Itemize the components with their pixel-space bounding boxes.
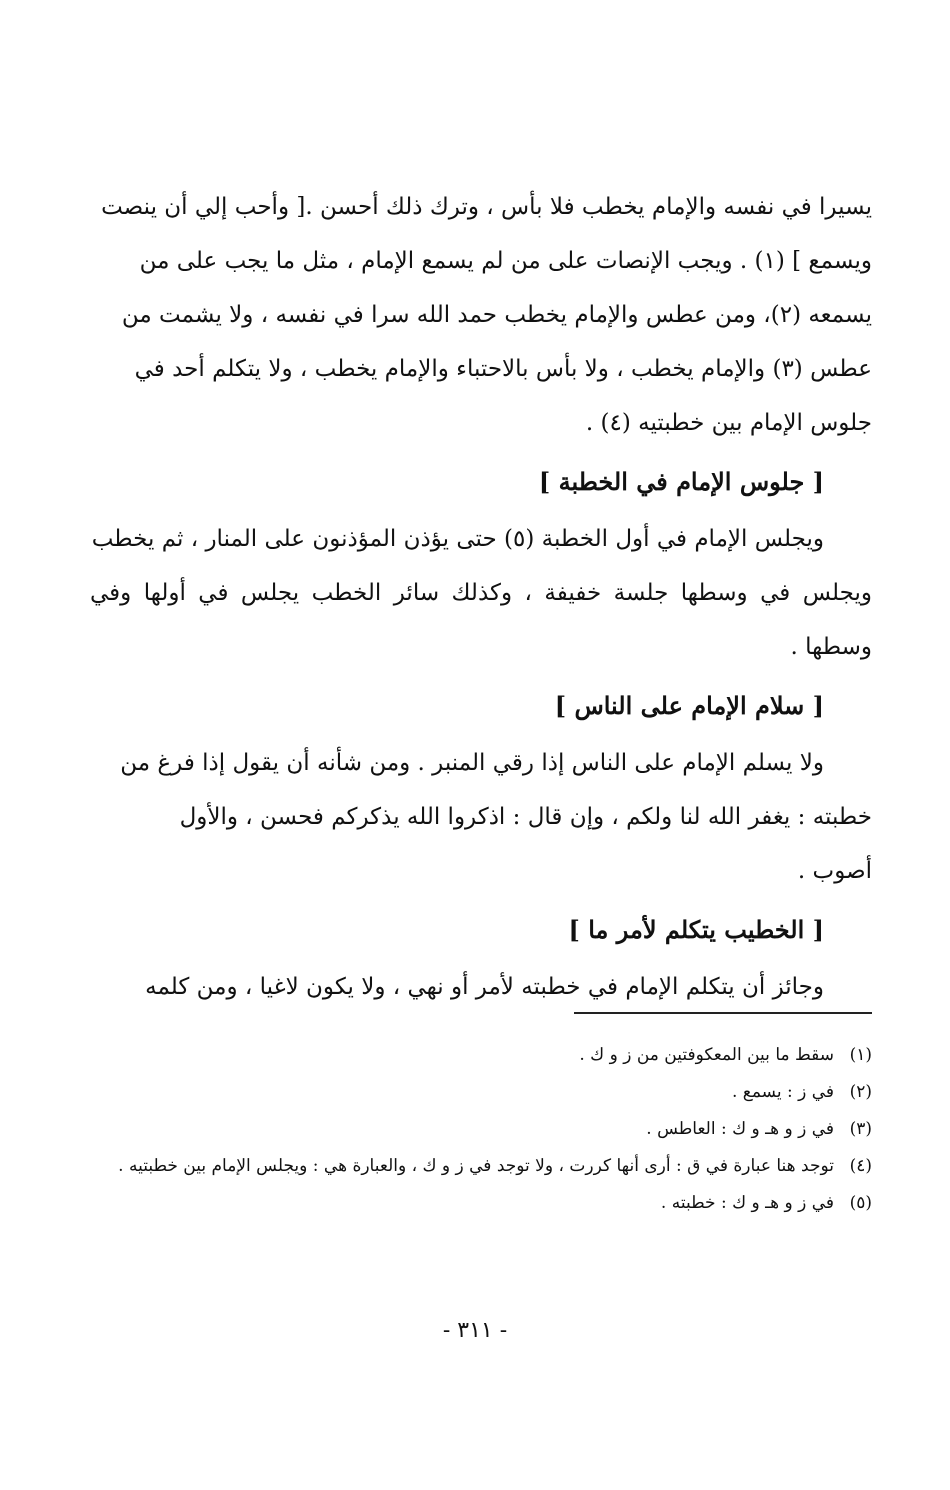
section-heading-imam-sitting: [ جلوس الإمام في الخطبة ] [538,467,824,496]
footnote-text: في ز : يسمع . [731,1082,834,1102]
footnote-number: (٢) [849,1082,872,1102]
footnote-item [90,1040,872,1070]
footnote-number: (٤) [849,1156,872,1176]
section-heading-imam-greeting: [ سلام الإمام على الناس ] [554,691,824,720]
footnote-number: (٥) [849,1193,872,1213]
footnote-number: (٣) [849,1119,872,1139]
footnote-text: في ز و هـ و ك : خطبته . [660,1193,834,1213]
text-line: عطس (٣) والإمام يخطب ، ولا بأس بالاحتباء والإمام يخطب ، ولا يتكلم أحد في [134,356,872,382]
text-line: ولا يسلم الإمام على الناس إذا رقي المنبر . ومن شأنه أن يقول إذا فرغ من [120,750,824,776]
footnotes [90,1040,872,1225]
text-line: خطبته : يغفر الله لنا ولكم ، وإن قال : اذكروا الله يذكركم فحسن ، والأول [179,804,872,830]
text-line: يسمعه (٢)، ومن عطس والإمام يخطب حمد الله سرا في نفسه ، ولا يشمت من [121,302,872,328]
footnote-text: توجد هنا عبارة في ق : أرى أنها كررت ، ولا توجد في ز و ك ، والعبارة هي : ويجلس الإمام بين خطبتيه . [118,1156,834,1176]
text-line: وجائز أن يتكلم الإمام في خطبته لأمر أو نهي ، ولا يكون لاغيا ، ومن كلمه [145,974,824,1000]
text-line: ويجلس في وسطها جلسة خفيفة ، وكذلك سائر الخطب يجلس في أولها وفي وسطها . [90,580,872,660]
footnote-item [90,1077,872,1107]
section-heading-preacher-speaking: [ الخطيب يتكلم لأمر ما ] [568,915,824,944]
page-number: - ٣١١ - [442,1318,508,1343]
footnote-number: (١) [849,1045,872,1065]
paragraph-2 [90,512,872,674]
footnote-text: في ز و هـ و ك : العاطس . [646,1119,834,1139]
text-line: ويجلس الإمام في أول الخطبة (٥) حتى يؤذن المؤذنون على المنار ، ثم يخطب [91,526,824,552]
footnote-text: سقط ما بين المعكوفتين من ز و ك . [579,1045,834,1065]
paragraph-4 [90,960,872,1014]
main-text [90,180,872,1014]
paragraph-1 [90,180,872,450]
text-line: ويسمع ] (١) . ويجب الإنصات على من لم يسمع الإمام ، مثل ما يجب على من [139,248,872,274]
footnote-item [90,1151,872,1181]
text-line: أصوب . [797,858,872,884]
footnote-item [90,1114,872,1144]
text-line: جلوس الإمام بين خطبتيه (٤) . [585,410,872,436]
paragraph-3 [90,736,872,898]
text-line: يسيرا في نفسه والإمام يخطب فلا بأس ، وترك ذلك أحسن .[ وأحب إلي أن ينصت [101,194,872,220]
footnote-item [90,1188,872,1218]
footnote-divider [574,1012,872,1014]
